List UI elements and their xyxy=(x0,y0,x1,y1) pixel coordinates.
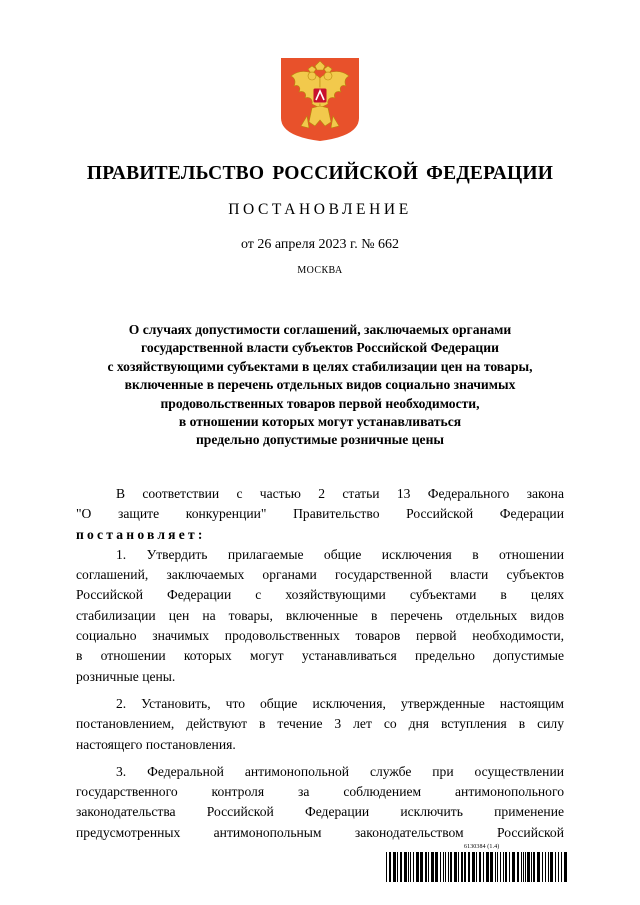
document-city: МОСКВА xyxy=(297,265,343,276)
body-line: соглашений, заключаемых органами государственной власти субъектов xyxy=(76,567,564,583)
item-3-paragraph xyxy=(76,762,564,843)
body-line: "О защите конкуренции" Правительство Российской Федерации xyxy=(76,506,564,522)
body-line: 1. Утвердить прилагаемые общие исключения в отношении xyxy=(116,546,564,562)
document-heading xyxy=(70,321,570,450)
body-line: Российской Федерации с хозяйствующими субъектами в целях xyxy=(76,587,564,603)
document-date-number: от 26 апреля 2023 г. № 662 xyxy=(240,237,400,252)
heading-line: продовольственных товаров первой необходимости, xyxy=(160,395,480,411)
body-line: предусмотренных антимонопольным законодательством Российской xyxy=(76,824,564,840)
body-line: В соответствии с частью 2 статьи 13 Федерального закона xyxy=(116,486,564,501)
item-1-paragraph xyxy=(76,545,564,687)
body-line: 2. Установить, что общие исключения, утвержденные настоящим xyxy=(116,695,564,711)
body-line: стабилизации цен на товары, включенные в перечень отдельных видов xyxy=(76,607,564,623)
heading-line: государственной власти субъектов Российской Федерации xyxy=(141,340,499,356)
body-line: законодательства Российской Федерации исключить применение xyxy=(76,804,564,820)
document-body xyxy=(76,484,564,850)
body-line: государственного контроля за соблюдением антимонопольного xyxy=(76,784,564,800)
heading-line: О случаях допустимости соглашений, заключаемых органами xyxy=(128,322,512,337)
government-title: ПРАВИТЕЛЬСТВО РОССИЙСКОЙ ФЕДЕРАЦИИ xyxy=(86,163,554,184)
resolves-phrase: постановляет: xyxy=(76,526,206,542)
document-type: ПОСТАНОВЛЕНИЕ xyxy=(228,201,412,218)
body-line: розничные цены. xyxy=(76,668,176,684)
coat-of-arms-icon xyxy=(279,56,361,142)
body-line: настоящего постановления. xyxy=(76,736,236,752)
item-2-paragraph xyxy=(76,694,564,755)
document-barcode xyxy=(386,843,568,882)
preamble-paragraph xyxy=(76,484,564,545)
heading-line: предельно допустимые розничные цены xyxy=(195,432,445,448)
heading-line: в отношении которых могут устанавливаться xyxy=(178,414,462,430)
heading-line: включенные в перечень отдельных видов социально значимых xyxy=(124,377,516,393)
heading-line: с хозяйствующими субъектами в целях стабилизации цен на товары, xyxy=(107,358,533,374)
barcode-number: 6130384 (1.4) xyxy=(464,844,500,850)
barcode-icon xyxy=(386,852,568,882)
body-line: постановлением, действуют в течение 3 лет со дня вступления в силу xyxy=(76,716,564,732)
body-line: 3. Федеральной антимонопольной службе при осуществлении xyxy=(116,763,564,779)
body-line: в отношении которых могут устанавливаться предельно допустимые xyxy=(76,648,564,664)
body-line: социально значимых продовольственных товаров первой необходимости, xyxy=(76,628,564,644)
